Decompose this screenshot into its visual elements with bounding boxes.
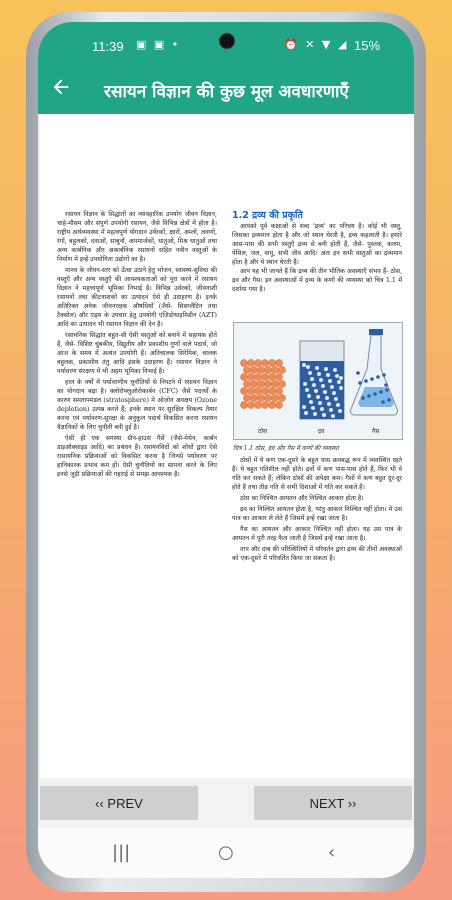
figure-caption: चित्र 1.1 ठोस, द्रव और गैस में कणों की व्यवस्था bbox=[233, 445, 339, 452]
states-of-matter-figure bbox=[233, 322, 403, 440]
paragraph: आपको पूर्व कक्षाओं से शब्द 'द्रव्य' का परिचय है। कोई भी वस्तु, जिसका द्रव्यमान होता है और जो स्थान घेरती है, द्रव्य कहलाती है। हमारे आस-पास की सभी वस्तुएँ द्रव्य से बनी होती हैं, जैसे- पुस्तक, कलम, पेंसिल, जल, वायु, सभी जीव आदि। अतः इन सभी वस्तुओं का द्रव्यमान होता है और ये स्थान घेरती हैं। bbox=[232, 223, 402, 266]
paragraph: ताप और दाब की परिस्थितियों में परिवर्तन द्वारा द्रव्य की तीनों अवस्थाओं को एक-दूसरे में परिवर्तित किया जा सकता है। bbox=[232, 546, 402, 562]
paragraph: द्रव का निश्चित आयतन होता है, परंतु आकार निश्चित नहीं होता। ये उस पात्र का आकार ले लेते हैं जिसमें इन्हें रखा जाता है। bbox=[232, 506, 402, 522]
notification-icons: ▣ ▣ • bbox=[136, 38, 181, 51]
back-icon[interactable]: ‹ bbox=[328, 842, 336, 863]
battery-level: 15% bbox=[354, 38, 381, 53]
paragraph: रसायनिक सिद्धांत बहुत-सी ऐसी वस्तुओं को बनाने में सहायक होते हैं, जैसे- विशिष्ट चुंबकीय, विद्युतीय और प्रकाशीय गुणों वाले पदार्थ, जो आज के समय में अत्यंत उपयोगी हैं। अतिचालक सिरेमिक, चालक बहुलक, प्रकाशीय तंतु आदि इसके उदाहरण हैं। रसायन विज्ञान ने पर्यावरण संरक्षण में भी अहम भूमिका निभाई है। bbox=[57, 332, 217, 375]
figure-label-gas: गैस bbox=[372, 428, 380, 435]
home-icon[interactable]: ○ bbox=[218, 842, 234, 863]
paragraph: मानव के जीवन-स्तर को ऊँचा उठाने हेतु भोजन, स्वास्थ्य-सुविधा की वस्तुएँ और अन्य वस्तुएँ की आवश्यकताओं को पूरा करने में रसायन विज्ञान ने महत्त्वपूर्ण भूमिका निभाई है। विभिन्न उर्वरकों, जीवनाशी रसायनों तथा कीटनाशकों का उत्पादन ऐसे ही उदाहरण है। इनके अतिरिक्त अनेक जीवनरक्षक औषधियाँ (जैसे- सिसप्लैटिन तथा टैक्सोल) और एड्स के उपचार हेतु उपयोगी एज़िडोथाइमिडीन (AZT) आदि का उत्पादन भी रसायन विज्ञान की देन है। bbox=[57, 267, 217, 328]
prev-button[interactable]: ‹‹ PREV bbox=[40, 786, 198, 820]
book-page[interactable] bbox=[40, 114, 414, 778]
solid-illustration bbox=[240, 359, 285, 408]
recents-icon[interactable]: ||| bbox=[112, 842, 131, 863]
page-nav-bar bbox=[38, 778, 414, 828]
figure-label-solid: ठोस bbox=[258, 428, 268, 435]
status-bar bbox=[38, 22, 414, 68]
right-intro bbox=[232, 222, 402, 320]
system-status-icons: ⏰ ✕ ▼ ◢ bbox=[284, 38, 349, 51]
paragraph: आप यह भी जानते हैं कि द्रव्य की तीन भौतिक अवस्थाएँ संभव हैं- ठोस, द्रव और गैस। इन अवस्थाओं में द्रव्य के कणों की व्यवस्था को चित्र 1.1 में दर्शाया गया है। bbox=[232, 268, 402, 293]
system-nav-bar bbox=[38, 828, 414, 878]
next-button[interactable]: NEXT ›› bbox=[254, 786, 412, 820]
camera-cutout bbox=[219, 33, 235, 49]
paragraph: ठोसों में ये कण एक-दूसरे के बहुत पास क्रमबद्ध रूप में व्यवस्थित रहते हैं। ये बहुत गतिशील नहीं होते। द्रवों में कण पास-पास होते हैं, फिर भी वे गति कर सकते हैं; लेकिन ठोसों की अपेक्षा कम। गैसों में कण बहुत दूर-दूर होते हैं तथा तीव्र गति से सभी दिशाओं में गति कर सकते हैं। bbox=[232, 457, 402, 491]
paragraph: रसायन विज्ञान के सिद्धांतों का व्यावहारिक उपयोग जीवन विज्ञान, चाहे-मौसम और संपूर्ण उपयोगी रसायन, जैसे विभिन्न क्षेत्रों में होता है। राष्ट्रीय अर्थव्यवस्था में महत्वपूर्ण योगदान उर्वरकों, क्षारों, अम्लों, लवणों, रंगों, बहुलकों, दवाओं, साबुनों, अपमार्जकों, धातुओं, मिश्र धातुओं तथा अन्य कार्बनिक और अकार्बनिक रसायनों सहित नवीन वस्तुओं के निर्माण में इन्हें उपयोगिता उद्योगों का है। bbox=[57, 211, 217, 263]
right-column bbox=[232, 456, 402, 756]
liquid-illustration bbox=[300, 341, 344, 419]
paragraph: गैस का आयतन और आकार निश्चित नहीं होता। यह उस पात्र के आयतन में पूरी तरह फैल जाती है जिसमें इन्हें रखा जाता है। bbox=[232, 526, 402, 542]
page-title: रसायन विज्ञान की कुछ मूल अवधारणाएँ bbox=[104, 82, 349, 102]
paragraph: हाल के वर्षों में पर्यावरणीय चुनौतियों से निपटने में रसायन विज्ञान का योगदान बढ़ा है। क्लोरोफ्लुओरोकार्बन (CFC) जैसे पदार्थों के कारण समतापमंडल (stratosphere) में ओज़ोन अवक्षय (Ozone depletion) उत्पन्न करते हैं; इनके स्थान पर सुरक्षित विकल्प तैयार करना एवं पर्यावरण-सुरक्षा के अनुकूल पदार्थ विकसित करना रसायन वैज्ञानिकों के लिए चुनौती बनी हुई है। bbox=[57, 379, 217, 431]
paragraph: ऐसी ही एक समस्या ग्रीन-हाउस गैसें (जैसे-मेथेन, कार्बन डाइऑक्साइड आदि) का प्रबंधन है। रसायनविदों को शोधों द्वारा ऐसे रासायनिक प्रक्रियाओं को विकसित करना है जिनसे पर्यावरण पर हानिकारक प्रभाव कम हों। ऐसी चुनौतियों का सामना करने के लिए इनसे जुड़ी प्रक्रियाओं की गहराई से समझ आवश्यक है। bbox=[57, 435, 217, 478]
section-heading: 1.2 द्रव्य की प्रकृति bbox=[232, 210, 303, 221]
screen bbox=[38, 22, 414, 878]
paragraph: ठोस का निश्चित आयतन और निश्चित आकार होता है। bbox=[240, 495, 364, 502]
status-time: 11:39 bbox=[92, 39, 124, 54]
gas-illustration bbox=[350, 329, 397, 415]
app-bar bbox=[38, 68, 414, 114]
figure-label-liquid: द्रव bbox=[318, 428, 325, 435]
left-column bbox=[57, 210, 217, 770]
arrow-left-icon[interactable] bbox=[50, 76, 72, 104]
